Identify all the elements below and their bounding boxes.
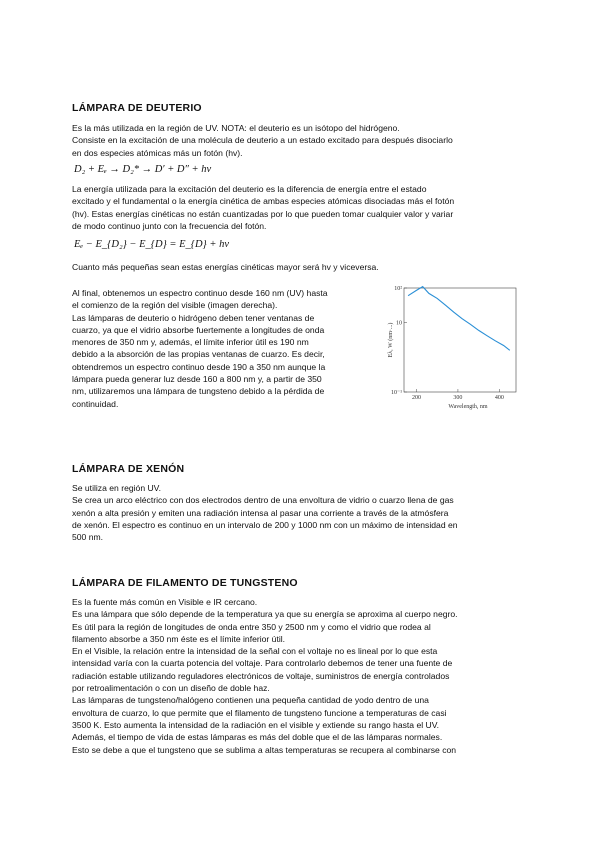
paragraph: La energía utilizada para la excitación del deuterio es la diferencia de energía entre el estado excitado y el fundamental o la energía cinética de ambas especies atómicas disociadas más el fotón (hv). Estas energías cinéticas no están cuantizadas por lo que pueden tomar cualquier valor y variar de modo continuo junto con la frecuencia del fotón. [72, 184, 455, 231]
equation-deuterio-1: D₂ + Eₑ → D₂* → D′ + D″ + hν [74, 164, 212, 175]
y-tick-label: 10⁻¹ [391, 390, 402, 396]
spectrum-line [408, 287, 510, 351]
plot-frame [404, 288, 516, 392]
paragraph: Es la más utilizada en la región de UV. NOTA: el deuterio es un isótopo del hidrógeno. Consiste en la excitación de una molécula de deuterio a un estado excitado para después disociarlo en dos especies atómicas más un fotón (hv). [72, 123, 453, 158]
x-tick-label: 400 [494, 395, 504, 401]
paragraph: Es la fuente más común en Visible e IR cercano. Es una lámpara que sólo depende de la temperatura ya que su energía se aproxima al cuerpo negro. Es útil para la región de longitudes de onda entre 350 y 2500 nm y como el vidrio que rodea al filamento absorbe a 350 nm éste es el límite inferior útil. En el Visible, la relación entre la intensidad de la señal con el voltaje no es lineal por lo que esta intensidad varía con la cuarta potencia del voltaje. Para controlarlo debemos de tener una fuente de radiación estable utilizando reguladores electrónicos de voltaje, suministros de energía controlados por retroalimentación o con un diseño de doble haz. Las lámparas de tungsteno/halógeno contienen una pequeña cantidad de yodo dentro de una envoltura de cuarzo, lo que permite que el filamento de tungsteno funcione a temperaturas de casi 3500 K. Esto aumenta la intensidad de la radiación en el visible y extiende su rango hasta el UV. Además, el tiempo de vida de estas lámparas es más del doble que el de las lámparas normales. Esto se debe a que el tungsteno que se sublima a altas temperaturas se recupera al combinarse con [72, 597, 458, 755]
paragraph: Se utiliza en región UV. Se crea un arco eléctrico con dos electrodos dentro de una envoltura de vidrio o cuarzo llena de gas xenón a alta presión y emiten una radiación intensa al pasar una corriente a través de la atmósfera de xenón. El espectro es continuo en un intervalo de 200 y 1000 nm con un máximo de intensidad en 500 nm. [72, 483, 458, 543]
y-tick-label: 10 [396, 320, 402, 327]
equation-deuterio-2: Eₑ − E_{D₂} − E_{D} = E_{D} + hν [74, 239, 230, 250]
heading-tungsteno: LÁMPARA DE FILAMENTO DE TUNGSTENO [72, 577, 298, 589]
x-tick-label: 200 [411, 395, 421, 401]
heading-deuterio: LÁMPARA DE DEUTERIO [72, 102, 202, 114]
deuterium-spectrum-chart [384, 284, 524, 414]
y-axis-label: Eλ, W (nm·...) [388, 322, 394, 358]
paragraph-spectrum: Al final, obtenemos un espectro continuo desde 160 nm (UV) hasta el comienzo de la región del visible (imagen derecha). Las lámparas de deuterio o hidrógeno deben tener ventanas de cuarzo, ya que el vidrio absorbe fuertemente a longitudes de onda menores de 350 nm y, además, el límite inferior útil es 190 nm debido a la absorción de las propias ventanas de cuarzo. Es decir, obtendremos un espectro continuo desde 190 a 350 nm aunque la lámpara pueda generar luz desde 160 a 800 nm y, a partir de 350 nm, utilizaremos una lámpara de tungsteno debido a la pérdida de continuidad. [72, 288, 328, 409]
x-axis-label: Wavelength, nm [448, 404, 488, 410]
paragraph: Cuanto más pequeñas sean estas energías cinéticas mayor será hv y viceversa. [72, 262, 379, 272]
y-tick-label: 10² [394, 286, 402, 292]
heading-xenon: LÁMPARA DE XENÓN [72, 463, 185, 475]
x-tick-label: 300 [453, 395, 463, 401]
